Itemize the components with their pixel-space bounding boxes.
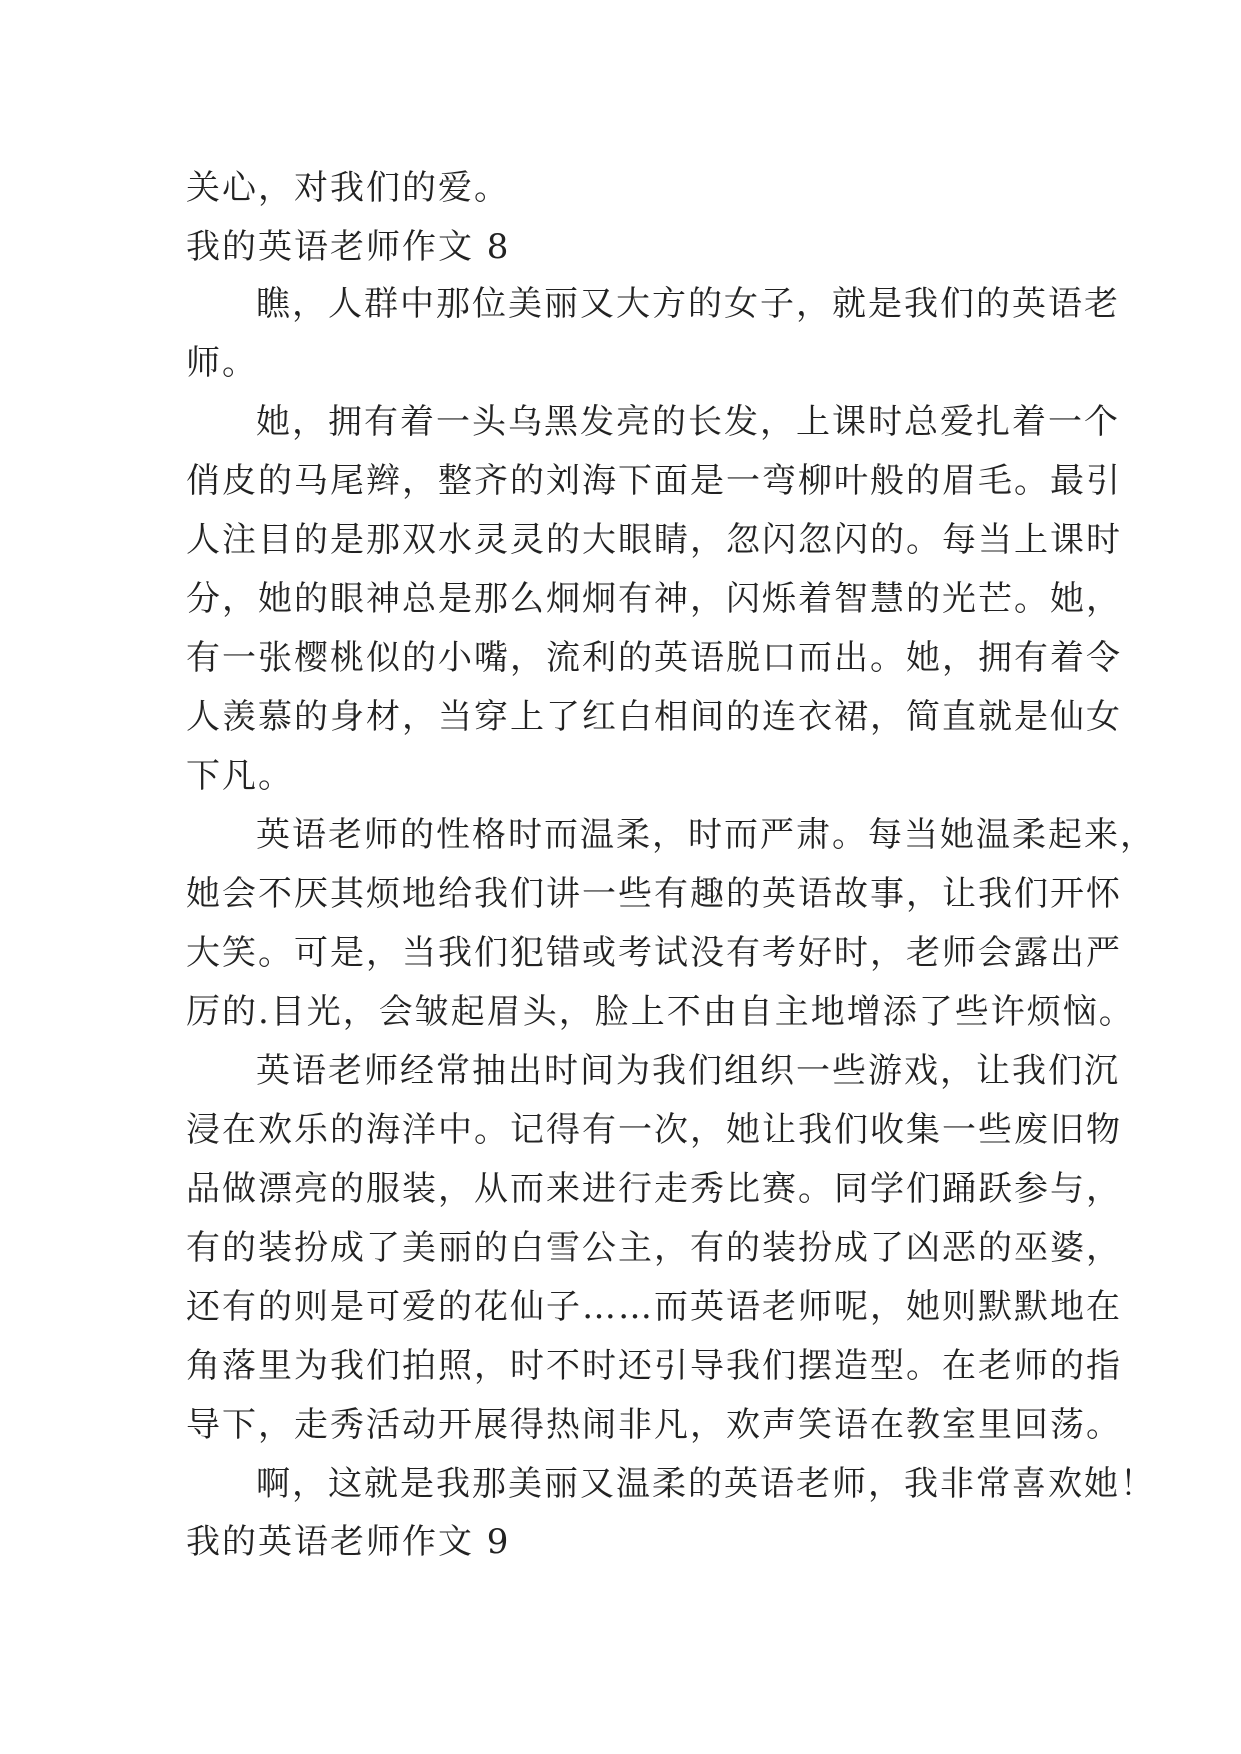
paragraph-line: 关心，对我们的爱。: [186, 168, 510, 208]
paragraph-line: 她，拥有着一头乌黑发亮的长发，上课时总爱扎着一个: [256, 402, 1120, 442]
paragraph-line: 分，她的眼神总是那么炯炯有神，闪烁着智慧的光芒。她，: [186, 579, 1122, 619]
section-heading: 我的英语老师作文 9: [186, 1522, 511, 1562]
paragraph-line: 下凡。: [186, 756, 294, 796]
paragraph-line: 有一张樱桃似的小嘴，流利的英语脱口而出。她，拥有着令: [186, 638, 1122, 678]
paragraph-line: 啊，这就是我那美丽又温柔的英语老师，我非常喜欢她！: [256, 1464, 1156, 1504]
paragraph-line: 人注目的是那双水灵灵的大眼睛，忽闪忽闪的。每当上课时: [186, 520, 1122, 560]
paragraph-line: 还有的则是可爱的花仙子……而英语老师呢，她则默默地在: [186, 1287, 1122, 1327]
paragraph-line: 有的装扮成了美丽的白雪公主，有的装扮成了凶恶的巫婆，: [186, 1228, 1122, 1268]
paragraph-line: 瞧，人群中那位美丽又大方的女子，就是我们的英语老: [256, 284, 1120, 324]
paragraph-line: 角落里为我们拍照，时不时还引导我们摆造型。在老师的指: [186, 1346, 1122, 1386]
paragraph-line: 师。: [186, 343, 258, 383]
paragraph-line: 她会不厌其烦地给我们讲一些有趣的英语故事，让我们开怀: [186, 874, 1122, 914]
paragraph-line: 导下，走秀活动开展得热闹非凡，欢声笑语在教室里回荡。: [186, 1405, 1122, 1445]
paragraph-line: 厉的.目光，会皱起眉头，脸上不由自主地增添了些许烦恼。: [186, 992, 1135, 1032]
paragraph-line: 大笑。可是，当我们犯错或考试没有考好时，老师会露出严: [186, 933, 1122, 973]
paragraph-line: 浸在欢乐的海洋中。记得有一次，她让我们收集一些废旧物: [186, 1110, 1122, 1150]
paragraph-line: 俏皮的马尾辫，整齐的刘海下面是一弯柳叶般的眉毛。最引: [186, 461, 1122, 501]
paragraph-line: 人羡慕的身材，当穿上了红白相间的连衣裙，简直就是仙女: [186, 697, 1122, 737]
paragraph-line: 英语老师经常抽出时间为我们组织一些游戏，让我们沉: [256, 1051, 1120, 1091]
section-heading: 我的英语老师作文 8: [186, 227, 511, 267]
paragraph-line: 英语老师的性格时而温柔，时而严肃。每当她温柔起来，: [256, 815, 1156, 855]
paragraph-line: 品做漂亮的服装，从而来进行走秀比赛。同学们踊跃参与，: [186, 1169, 1122, 1209]
